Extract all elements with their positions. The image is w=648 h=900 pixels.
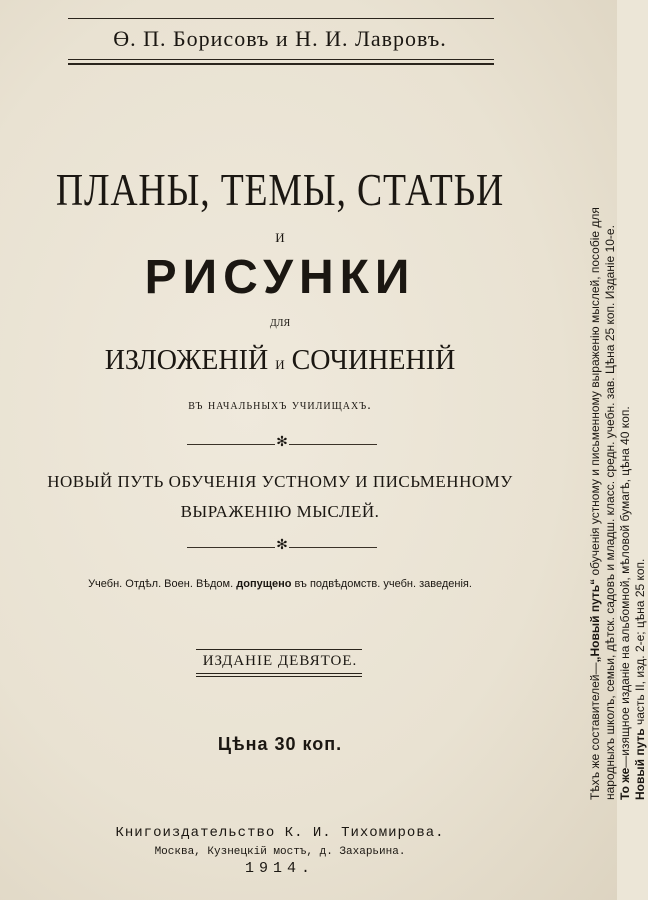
publication-year: 1914. [244, 860, 315, 877]
ornament-divider-1: ✻ [187, 438, 377, 452]
side-line-4: Новый путь часть II, изд. 2-е; цѣна 25 коп. [633, 558, 647, 800]
approval-note [0, 578, 560, 590]
authors: Ө. П. Борисовъ и Н. И. Лавровъ. [113, 26, 447, 51]
top-rule [68, 18, 494, 19]
approval-bold: допущено [236, 578, 292, 590]
price: Цѣна 30 коп. [217, 734, 343, 754]
ornament-divider-2: ✻ [187, 541, 377, 555]
title-and: и [275, 226, 285, 246]
side-line-2: народныхъ школъ, семьи, дѣтск. садовъ и младш. класс. средн. учебн. зав. Цѣна 25 коп. Изданіе 10-е. [603, 225, 617, 800]
subtitle-line-2: ВЫРАЖЕНІЮ МЫСЛЕЙ. [180, 502, 380, 521]
title-line-3-b: СОЧИНЕНІЙ [291, 345, 456, 376]
publisher: Книгоиздательство К. И. Тихомирова. [115, 825, 445, 841]
side-line-1: Тѣхъ же составителей—„Новый путь“ обученія устному и письменному выраженію мыслей, пособіе для [588, 207, 602, 800]
title-for: для [269, 315, 291, 330]
publisher-address: Москва, Кузнецкій мостъ, д. Захарьина. [154, 846, 406, 858]
approval-after: въ подвѣдомств. учебн. заведенія. [294, 578, 472, 590]
title-line-3-and: и [275, 353, 285, 373]
authors-rule-lower [68, 63, 494, 65]
subtitle-line-1: НОВЫЙ ПУТЬ ОБУЧЕНІЯ УСТНОМУ И ПИСЬМЕННОМУ [47, 472, 513, 491]
approval-before: Учебн. Отдѣл. Воен. Вѣдом. [88, 578, 234, 590]
title-line-3 [0, 345, 560, 377]
title-line-2: РИСУНКИ [144, 251, 416, 304]
side-line-3: То же—изящное изданіе на альбомной, мѣловой бумагѣ, цѣна 40 коп. [618, 406, 632, 800]
title-line-1: ПЛАНЫ, ТЕМЫ, СТАТЬИ [55, 164, 505, 215]
side-advertisement [588, 60, 648, 800]
authors-rule-upper [68, 59, 494, 60]
edition: ИЗДАНІЕ ДЕВЯТОЕ. [202, 653, 358, 669]
schools-line: въ начальныхъ училищахъ. [188, 398, 372, 413]
title-line-3-a: ИЗЛОЖЕНІЙ [104, 345, 269, 376]
